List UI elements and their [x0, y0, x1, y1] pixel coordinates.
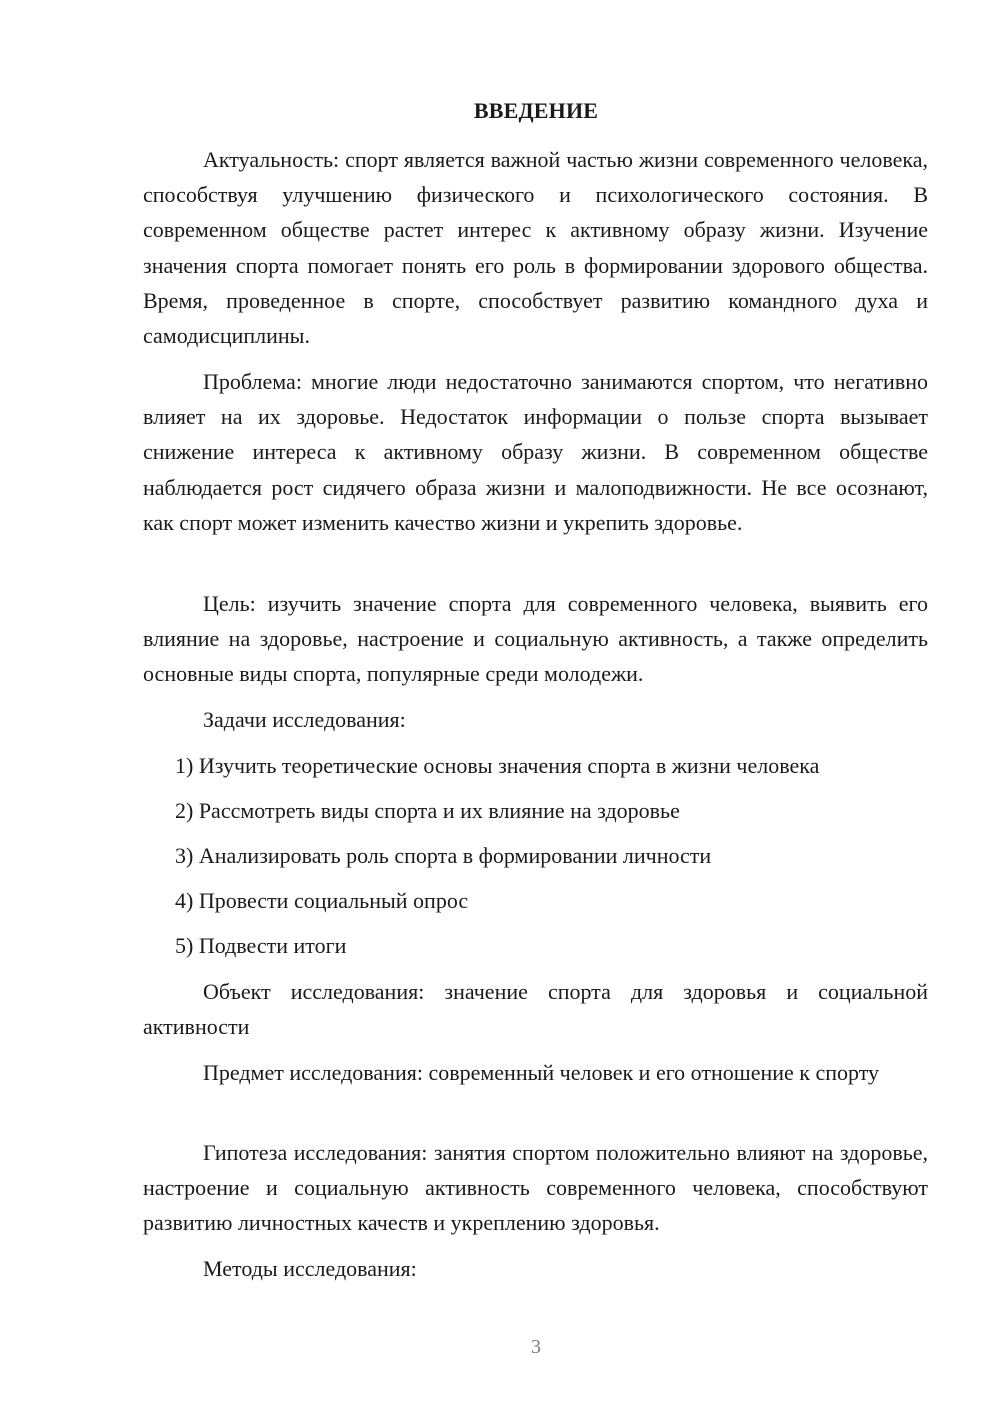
- page-number: 3: [531, 1336, 541, 1358]
- goal-paragraph: [143, 586, 928, 692]
- task-item: [143, 883, 928, 918]
- task-item: [143, 838, 928, 873]
- hypothesis-text: Гипотеза исследования: занятия спортом положительно влияют на здоровье, настроение и социальную активность современного человека, способствуют развитию личностных качеств и укреплению здоровья.: [143, 1140, 928, 1236]
- object-paragraph: [143, 974, 928, 1044]
- page-title: ВВЕДЕНИЕ: [473, 98, 599, 123]
- goal-text: Цель: изучить значение спорта для современного человека, выявить его влияние на здоровье, настроение и социальную активность, а также определить основные виды спорта, популярные среди молодежи.: [143, 591, 928, 687]
- hypothesis-paragraph: [143, 1135, 928, 1241]
- relevance-text: Актуальность: спорт является важной частью жизни современного человека, способствуя улучшению физического и психологического состояния. В современном обществе растет интерес к активному образу жизни. Изучение значения спорта помогает понять его роль в формировании здорового общества. Время, проведенное в спорте, способствует развитию командного духа и самодисциплины.: [143, 147, 928, 349]
- tasks-heading-text: Задачи исследования:: [203, 707, 406, 732]
- task-item-text: 4) Провести социальный опрос: [175, 888, 469, 913]
- task-item-text: 2) Рассмотреть виды спорта и их влияние на здоровье: [175, 798, 680, 823]
- methods-heading-text: Методы исследования:: [203, 1256, 417, 1281]
- problem-text: Проблема: многие люди недостаточно занимаются спортом, что негативно влияет на их здоровье. Недостаток информации о пользе спорта вызывает снижение интереса к активному образу жизни. В современном обществе наблюдается рост сидячего образа жизни и малоподвижности. Не все осознают, как спорт может изменить качество жизни и укрепить здоровье.: [143, 369, 928, 535]
- object-text: Объект исследования: значение спорта для здоровья и социальной активности: [143, 979, 928, 1040]
- tasks-heading: [143, 702, 928, 737]
- subject-paragraph: [143, 1055, 928, 1090]
- task-item-text: 1) Изучить теоретические основы значения спорта в жизни человека: [175, 753, 820, 778]
- task-item: [143, 793, 928, 828]
- task-item: [143, 748, 928, 783]
- task-item: [143, 928, 928, 963]
- relevance-paragraph: [143, 142, 928, 353]
- methods-heading: [143, 1251, 928, 1286]
- subject-text: Предмет исследования: современный человек и его отношение к спорту: [203, 1060, 880, 1085]
- task-item-text: 5) Подвести итоги: [175, 933, 347, 958]
- problem-paragraph: [143, 364, 928, 540]
- task-item-text: 3) Анализировать роль спорта в формировании личности: [175, 843, 712, 868]
